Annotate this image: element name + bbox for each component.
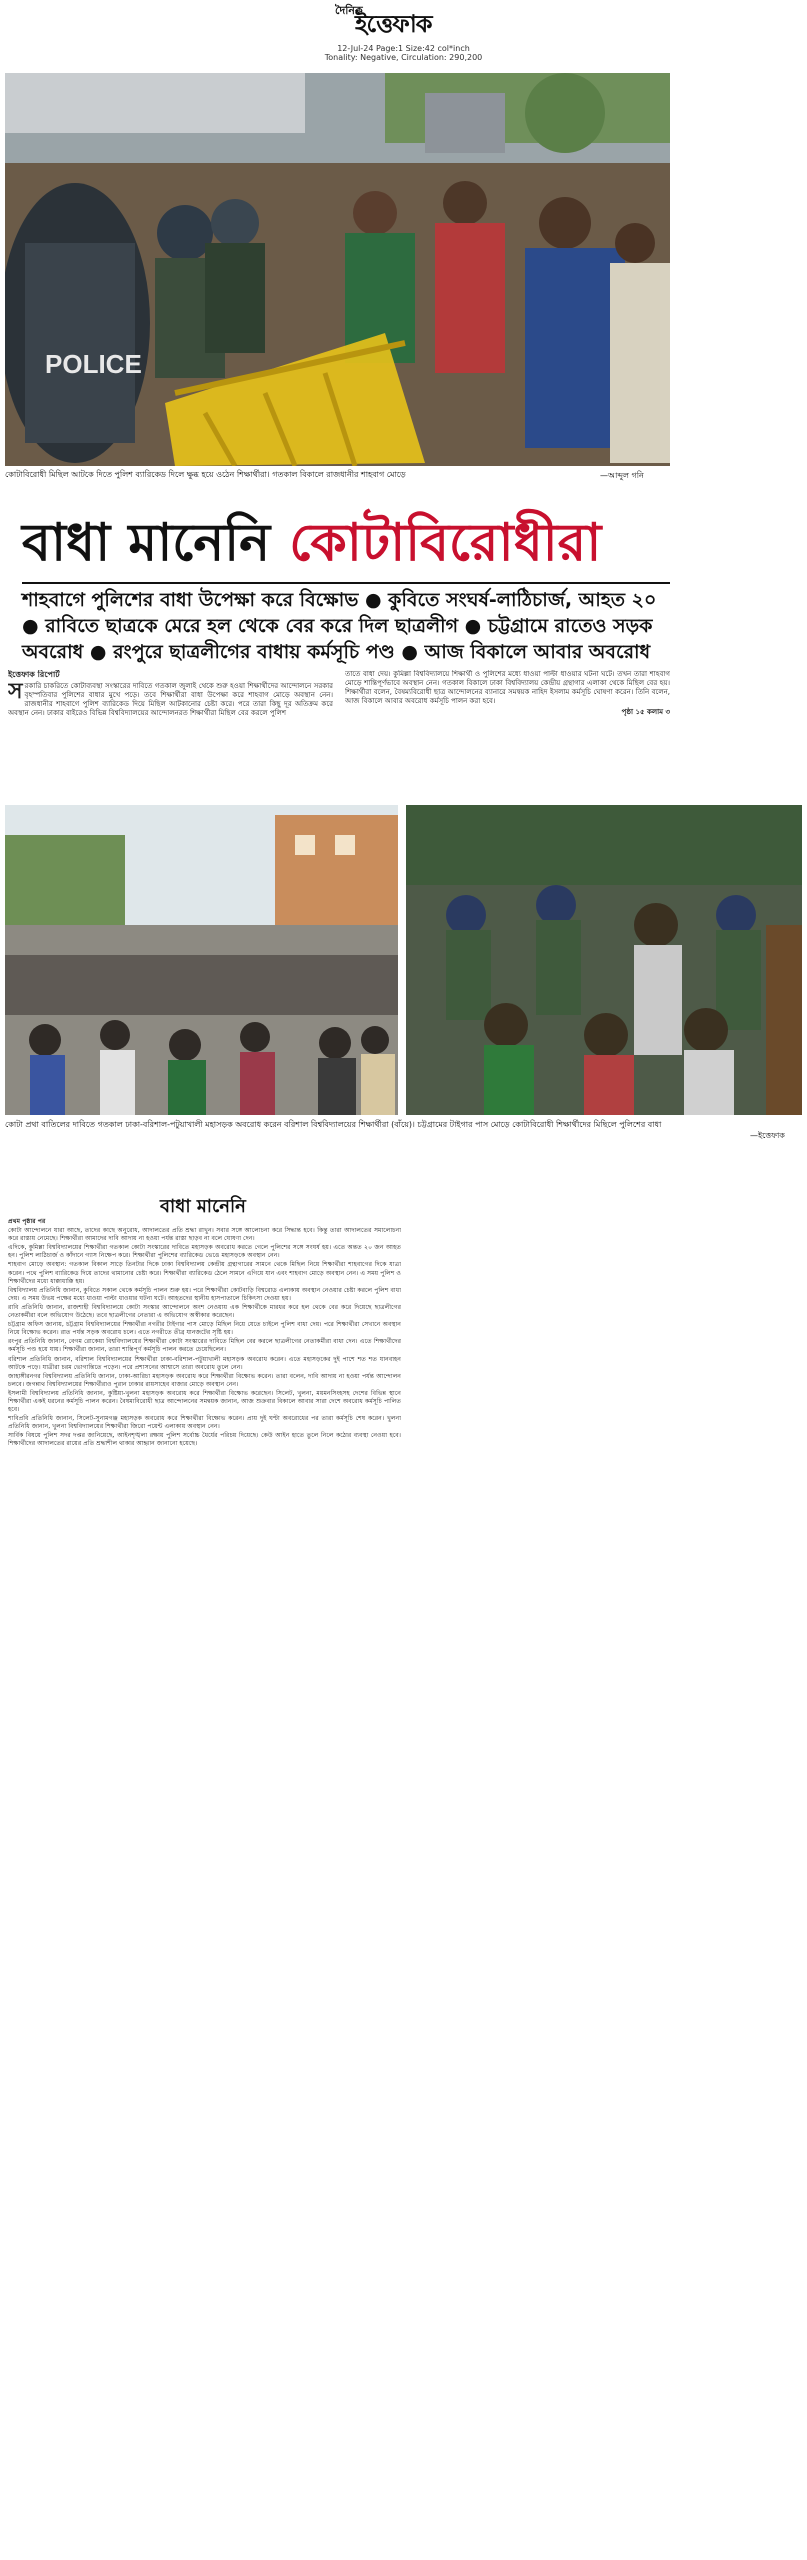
- story-byline: ইত্তেফাক রিপোর্ট: [8, 670, 60, 679]
- barishal-photo: [5, 805, 398, 1115]
- story-column-left: [8, 670, 333, 785]
- mid-photos-credit: —ইত্তেফাক: [750, 1131, 785, 1140]
- masthead-daily-label: দৈনিক: [335, 4, 363, 17]
- continuation-paragraph: বরিশাল প্রতিনিধি জানান, বরিশাল বিশ্ববিদ্যালয়ের শিক্ষার্থীরা ঢাকা-বরিশাল-পটুয়াখালী মহাসড়ক অবরোধ করেন। এতে মহাসড়কের দুই পাশে শত শত যানবাহন আটকে পড়ে। যাত্রীরা চরম ভোগান্তিতে পড়েন। পরে প্রশাসনের আশ্বাসে তারা অবরোধ তুলে নেন।: [8, 1355, 401, 1371]
- continuation-paragraphs: [8, 1227, 401, 1448]
- headline-part1: বাধা মানেনি: [22, 513, 271, 573]
- continuation-paragraph: চট্টগ্রাম অফিস জানায়, চট্টগ্রাম বিশ্ববিদ্যালয়ের শিক্ষার্থীরা নগরীর টাইগার পাস মোড়ে মিছিল নিয়ে যেতে চাইলে পুলিশ বাধা দেয়। পরে শিক্ষার্থীরা সেখানে অবস্থান নিয়ে বিক্ষোভ করেন। রাত পর্যন্ত সড়ক অবরোধ চলে। এতে নগরীতে তীব্র যানজটের সৃষ্টি হয়।: [8, 1321, 401, 1337]
- continuation-paragraph: শাহবাগ মোড়ে অবস্থান: গতকাল বিকাল সাড়ে তিনটার দিকে ঢাকা বিশ্ববিদ্যালয় কেন্দ্রীয় গ্রন্থাগারের সামনে থেকে মিছিল নিয়ে শিক্ষার্থীরা শাহবাগের দিকে যাত্রা করেন। পথে পুলিশ ব্যারিকেড দিয়ে তাদের থামানোর চেষ্টা করে। শিক্ষার্থীরা ব্যারিকেড ঠেলে সামনে এগিয়ে যান এবং শাহবাগ মোড়ে অবস্থান নেন। এ সময় পুলিশ ও শিক্ষার্থীদের মধ্যে ধাক্কাধাক্কি হয়।: [8, 1261, 401, 1285]
- chattogram-photo: [406, 805, 802, 1115]
- subhead-line3: অবরোধ ● রংপুরে ছাত্রলীগের বাধায় কর্মসূচি পণ্ড ● আজ বিকালে আবার অবরোধ: [22, 641, 651, 663]
- headline-part2: কোটাবিরোধীরা: [289, 513, 602, 573]
- subhead-line1: শাহবাগে পুলিশের বাধা উপেক্ষা করে বিক্ষোভ ● কুবিতে সংঘর্ষ-লাঠিচার্জ, আহত ২০: [22, 589, 657, 611]
- tigerpass-police-photo: [406, 805, 802, 1115]
- story-right-text: তাতে বাধা দেয়। কুমিল্লা বিশ্ববিদ্যালয়ে শিক্ষার্থী ও পুলিশের মধ্যে ধাওয়া পাল্টা ধাওয়ার ঘটনা ঘটে। তখন তারা শাহবাগ মোড়ে শান্তিপূর্ণভাবে অবস্থান নেন। গতকাল বিকালে ঢাকা বিশ্ববিদ্যালয় কেন্দ্রীয় গ্রন্থাগার এলাকা থেকে মিছিল বের হয়। শিক্ষার্থীরা বলেন, বৈষম্যবিরোধী ছাত্র আন্দোলনের ব্যানারে সমন্বয়ক নাহিদ ইসলাম কর্মসূচি ঘোষণা করেন। তিনি বলেন, আজ বিকালে আবার অবরোধ কর্মসূচি পালন করা হবে।: [345, 670, 670, 705]
- top-photo: [5, 73, 670, 466]
- police-shield-text: POLICE: [45, 349, 142, 379]
- top-photo-caption: কোটাবিরোধী মিছিল আটকে দিতে পুলিশ ব্যারিকেড দিলে ক্ষুব্ধ হয়ে ওঠেন শিক্ষার্থীরা। গতকাল বিকালে রাজধানীর শাহবাগ মোড়ে: [5, 470, 406, 479]
- continuation-from: প্রথম পৃষ্ঠার পর: [8, 1218, 46, 1225]
- continuation-paragraph: ইসলামী বিশ্ববিদ্যালয় প্রতিনিধি জানান, কুষ্টিয়া-খুলনা মহাসড়ক অবরোধ করে শিক্ষার্থীরা বিক্ষোভ করেছেন। সিলেট, খুলনা, ময়মনসিংহসহ দেশের বিভিন্ন স্থানে শিক্ষার্থীরা একই ধরনের কর্মসূচি পালন করেন। বৈষম্যবিরোধী ছাত্র আন্দোলনের সমন্বয়ক জানান, আজ শুক্রবার বিকালে আবার সারা দেশে অবরোধ কর্মসূচি পালিত হবে।: [8, 1389, 401, 1414]
- continuation-paragraph: এদিকে, কুমিল্লা বিশ্ববিদ্যালয়ের শিক্ষার্থীরা গতকাল কোটা সংস্কারের দাবিতে মহাসড়ক অবরোধ করতে গেলে পুলিশের সঙ্গে সংঘর্ষ হয়। এতে অন্তত ২০ জন আহত হন। পুলিশ লাঠিচার্জ ও কাঁদানে গ্যাস নিক্ষেপ করে। শিক্ষার্থীরা পুলিশের ব্যারিকেড ভেঙে মহাসড়কে অবস্থান নেন।: [8, 1244, 401, 1260]
- headline-rule: [22, 582, 670, 584]
- clipping-meta-line2: Tonality: Negative, Circulation: 290,200: [324, 53, 483, 62]
- continuation-paragraph: কোটা আন্দোলনে যারা আছে, তাদের কাছে অনুরোধ, আদালতের প্রতি শ্রদ্ধা রাখুন। সবার সঙ্গে আলোচনা করে সিদ্ধান্ত হবে। কিন্তু তারা আদালতের সমালোচনা করে রাস্তায় নেমেছে। শিক্ষার্থীরা আমাদের দাবি আদায় না হওয়া পর্যন্ত রাস্তা ছাড়ব না বলে ঘোষণা দেন।: [8, 1227, 401, 1243]
- continuation-title: বাধা মানেনি: [160, 1196, 246, 1217]
- story-jump-line: পৃষ্ঠা ১৫ কলাম ৩: [621, 708, 670, 716]
- clipping-meta-line1: 12-Jul-24 Page:1 Size:42 col*inch: [337, 44, 470, 53]
- barishal-blockade-photo: [5, 805, 398, 1115]
- mid-photos-caption: কোটা প্রথা বাতিলের দাবিতে গতকাল ঢাকা-বরিশাল-পটুয়াখালী মহাসড়ক অবরোধ করেন বরিশাল বিশ্ববিদ্যালয়ের শিক্ষার্থীরা (বাঁয়ে)। চট্টগ্রামের টাইগার পাস মোড়ে কোটাবিরোধী শিক্ষার্থীদের মিছিলে পুলিশের বাধা: [5, 1120, 662, 1129]
- continuation-paragraph: জাহাঙ্গীরনগর বিশ্ববিদ্যালয় প্রতিনিধি জানান, ঢাকা-আরিচা মহাসড়ক অবরোধ করে শিক্ষার্থীরা বিক্ষোভ করেন। তারা বলেন, দাবি আদায় না হওয়া পর্যন্ত আন্দোলন চলবে। জগন্নাথ বিশ্ববিদ্যালয়ের শিক্ষার্থীরাও পুরান ঢাকার রায়সাহেব বাজার মোড়ে অবস্থান নেন।: [8, 1372, 401, 1388]
- subhead-line2: ● রাবিতে ছাত্রকে মেরে হল থেকে বের করে দিল ছাত্রলীগ ● চট্টগ্রামে রাতেও সড়ক: [22, 615, 653, 637]
- continuation-paragraph: রংপুর প্রতিনিধি জানান, বেগম রোকেয়া বিশ্ববিদ্যালয়ের শিক্ষার্থীরা কোটা সংস্কারের দাবিতে মিছিল বের করলে ছাত্রলীগের নেতাকর্মীরা বাধা দেন। এতে শিক্ষার্থীদের কর্মসূচি পণ্ড হয়ে যায়। শিক্ষার্থীরা জানান, তারা শান্তিপূর্ণ কর্মসূচি পালন করতে চেয়েছিলেন।: [8, 1338, 401, 1354]
- story-left-text: রকারি চাকরিতে কোটাব্যবস্থা সংস্কারের দাবিতে গতকাল জুলাই থেকে শুরু হওয়া শিক্ষার্থীদের আন্দোলনে সরকার বৃহস্পতিবার পুলিশের বাধার মুখে পড়ে। তবে শিক্ষার্থীরা বাধা উপেক্ষা করে শাহবাগ মোড়ে অবস্থান নেন। রাজধানীর শাহবাগে পুলিশ ব্যারিকেড দিয়ে মিছিল আটকানোর চেষ্টা করে। পরে তারা কিছু দূর অতিক্রম করে অবস্থান নেন। ঢাকার বাইরেও বিভিন্ন বিশ্ববিদ্যালয়ের আন্দোলনরত শিক্ষার্থীরা মিছিল বের করলে পুলিশ: [8, 682, 333, 717]
- continuation-paragraph: সার্বিক বিষয়ে পুলিশ সদর দপ্তর জানিয়েছে, আইনশৃঙ্খলা রক্ষায় পুলিশ সর্বোচ্চ ধৈর্যের পরিচয় দিয়েছে। কেউ আইন হাতে তুলে নিলে কঠোর ব্যবস্থা নেওয়া হবে। শিক্ষার্থীদের আদালতের রায়ের প্রতি শ্রদ্ধাশীল থাকার আহ্বান জানানো হয়েছে।: [8, 1432, 401, 1448]
- continuation-paragraph: বিশ্ববিদ্যালয় প্রতিনিধি জানান, কুবিতে সকাল থেকে কর্মসূচি পালন শুরু হয়। পরে শিক্ষার্থীরা কোটবাড়ি বিশ্বরোড এলাকায় অবস্থান নেওয়ার চেষ্টা করলে পুলিশ বাধা দেয়। এ সময় উভয় পক্ষের মধ্যে ধাওয়া পাল্টা ধাওয়ার ঘটনা ঘটে। আহতদের স্থানীয় হাসপাতালে চিকিৎসা দেওয়া হয়।: [8, 1286, 401, 1302]
- continuation-paragraph: রাবি প্রতিনিধি জানান, রাজশাহী বিশ্ববিদ্যালয়ে কোটা সংস্কার আন্দোলনে অংশ নেওয়ায় এক শিক্ষার্থীকে মারধর করে হল থেকে বের করে দিয়েছে ছাত্রলীগের নেতাকর্মীরা বলে অভিযোগ উঠেছে। তবে ছাত্রলীগের নেতারা এ অভিযোগ অস্বীকার করেছেন।: [8, 1303, 401, 1320]
- top-photo-credit: —আব্দুল গনি: [600, 471, 644, 480]
- masthead-logo: ইত্তেফাক: [355, 9, 432, 38]
- story-column-right: [345, 670, 670, 785]
- story-dropcap: স: [8, 679, 23, 704]
- clipping-meta: [0, 44, 807, 62]
- continuation-body: [8, 1218, 401, 2554]
- masthead: [0, 0, 807, 70]
- continuation-paragraph: শাবিপ্রবি প্রতিনিধি জানান, সিলেট-সুনামগঞ্জ মহাসড়ক অবরোধ করে শিক্ষার্থীরা বিক্ষোভ করেন। প্রায় দুই ঘণ্টা অবরোধের পর তারা কর্মসূচি শেষ করেন। খুলনা প্রতিনিধি জানান, খুলনা বিশ্ববিদ্যালয়ের শিক্ষার্থীরা জিরো পয়েন্ট এলাকায় অবস্থান নেন।: [8, 1415, 401, 1431]
- main-headline: [22, 510, 802, 580]
- protest-photo-shahbag: [5, 73, 670, 466]
